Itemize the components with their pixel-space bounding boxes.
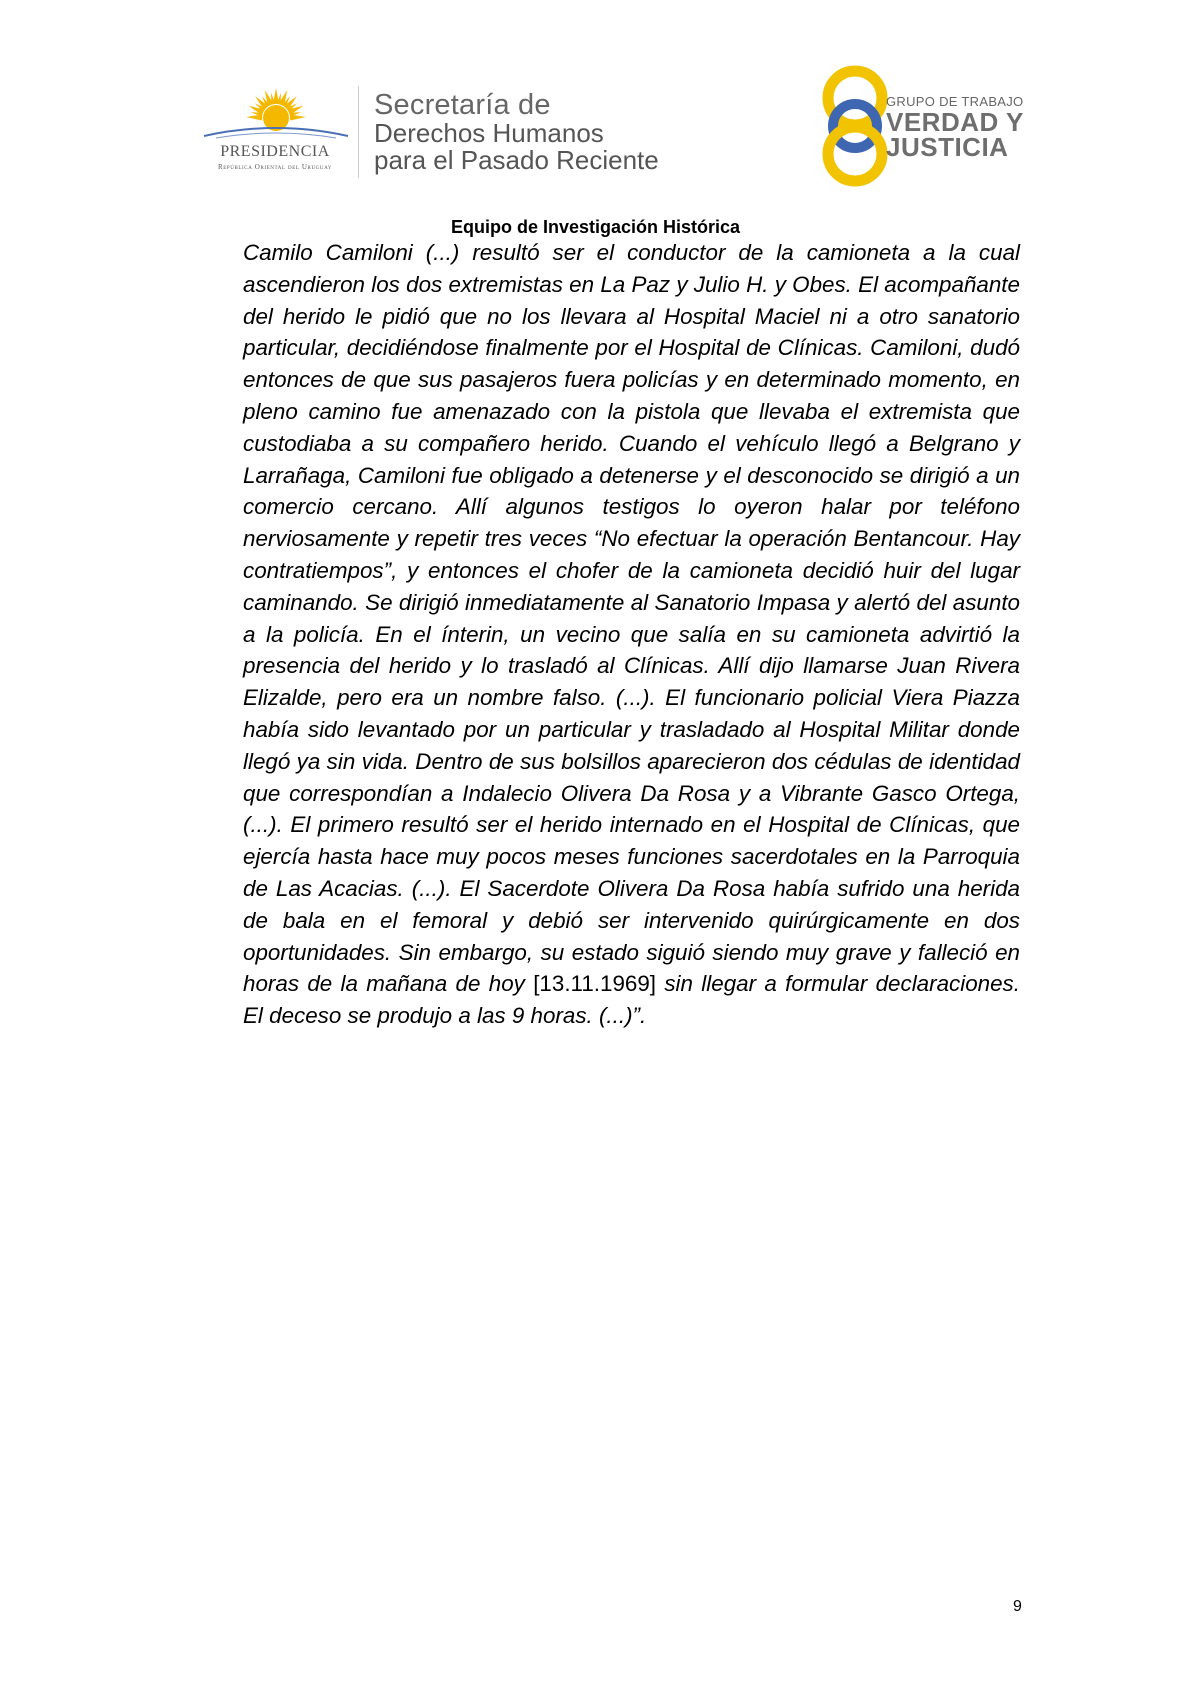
secretaria-logo-text — [374, 90, 659, 174]
team-title: Equipo de Investigación Histórica — [450, 217, 741, 237]
secretaria-line2: Derechos Humanos — [374, 118, 604, 148]
gtvj-line1: GRUPO DE TRABAJO — [886, 94, 1024, 109]
header-divider — [358, 86, 359, 178]
presidencia-subtitle: República Oriental del Uruguay — [217, 163, 333, 171]
page-number: 9 — [1013, 1598, 1022, 1615]
gtvj-line3: JUSTICIA — [886, 132, 1009, 162]
body-text-part2: sin llegar a formular declaraciones. El deceso se produjo a las 9 horas. (...)”. — [243, 971, 1020, 1029]
body-date: [13.11.1969] — [533, 971, 657, 997]
body-paragraph — [243, 237, 1020, 1032]
secretaria-line3: para el Pasado Reciente — [374, 145, 659, 175]
gtvj-line2: VERDAD Y — [886, 107, 1024, 137]
secretaria-line1: Secretaría de — [374, 89, 551, 121]
page-header — [0, 0, 1191, 210]
gtvj-logo-text — [886, 94, 1024, 160]
body-text-part1: Camilo Camiloni (...) resultó ser el conductor de la camioneta a la cual ascendieron los dos extremistas en La Paz y Julio H. y Obes. El acompañante del herido le pidió que no los llevara al Hospital Maciel ni a otro sanatorio particular, decidiéndose finalmente por el Hospital de Clínicas. Camiloni, dudó entonces de que sus pasajeros fuera policías y en determinado momento, en pleno camino fue amenazado con la pistola que llevaba el extremista que custodiaba a su compañero herido. Cuando el vehículo llegó a Belgrano y Larrañaga, Camiloni fue obligado a detenerse y el desconocido se dirigió a un comercio cercano. Allí algunos testigos lo oyeron halar por teléfono nerviosamente y repetir tres veces “No efectuar la operación Bentancour. Hay contratiempos”, y entonces el chofer de la camioneta decidió huir del lugar caminando. Se dirigió inmediatamente al Sanatorio Impasa y alertó del asunto a la policía. En el ínterin, un vecino que salía en su camioneta advirtió la presencia del herido y lo trasladó al Clínicas. Allí dijo llamarse Juan Rivera Elizalde, pero era un nombre falso. (...). El funcionario policial Viera Piazza había sido levantado por un particular y trasladado al Hospital Militar donde llegó ya sin vida. Dentro de sus bolsillos aparecieron dos cédulas de identidad que correspondían a Indalecio Olivera Da Rosa y a Vibrante Gasco Ortega, (...). El primero resultó ser el herido internado en el Hospital de Clínicas, que ejercía hasta hace muy pocos meses funciones sacerdotales en la Parroquia de Las Acacias. (...). El Sacerdote Olivera Da Rosa había sufrido una herida de bala en el femoral y debió ser intervenido quirúrgicamente en dos oportunidades. Sin embargo, su estado siguió siendo muy grave y falleció en horas de la mañana de hoy — [243, 240, 1020, 997]
presidencia-name: PRESIDENCIA — [220, 143, 330, 160]
